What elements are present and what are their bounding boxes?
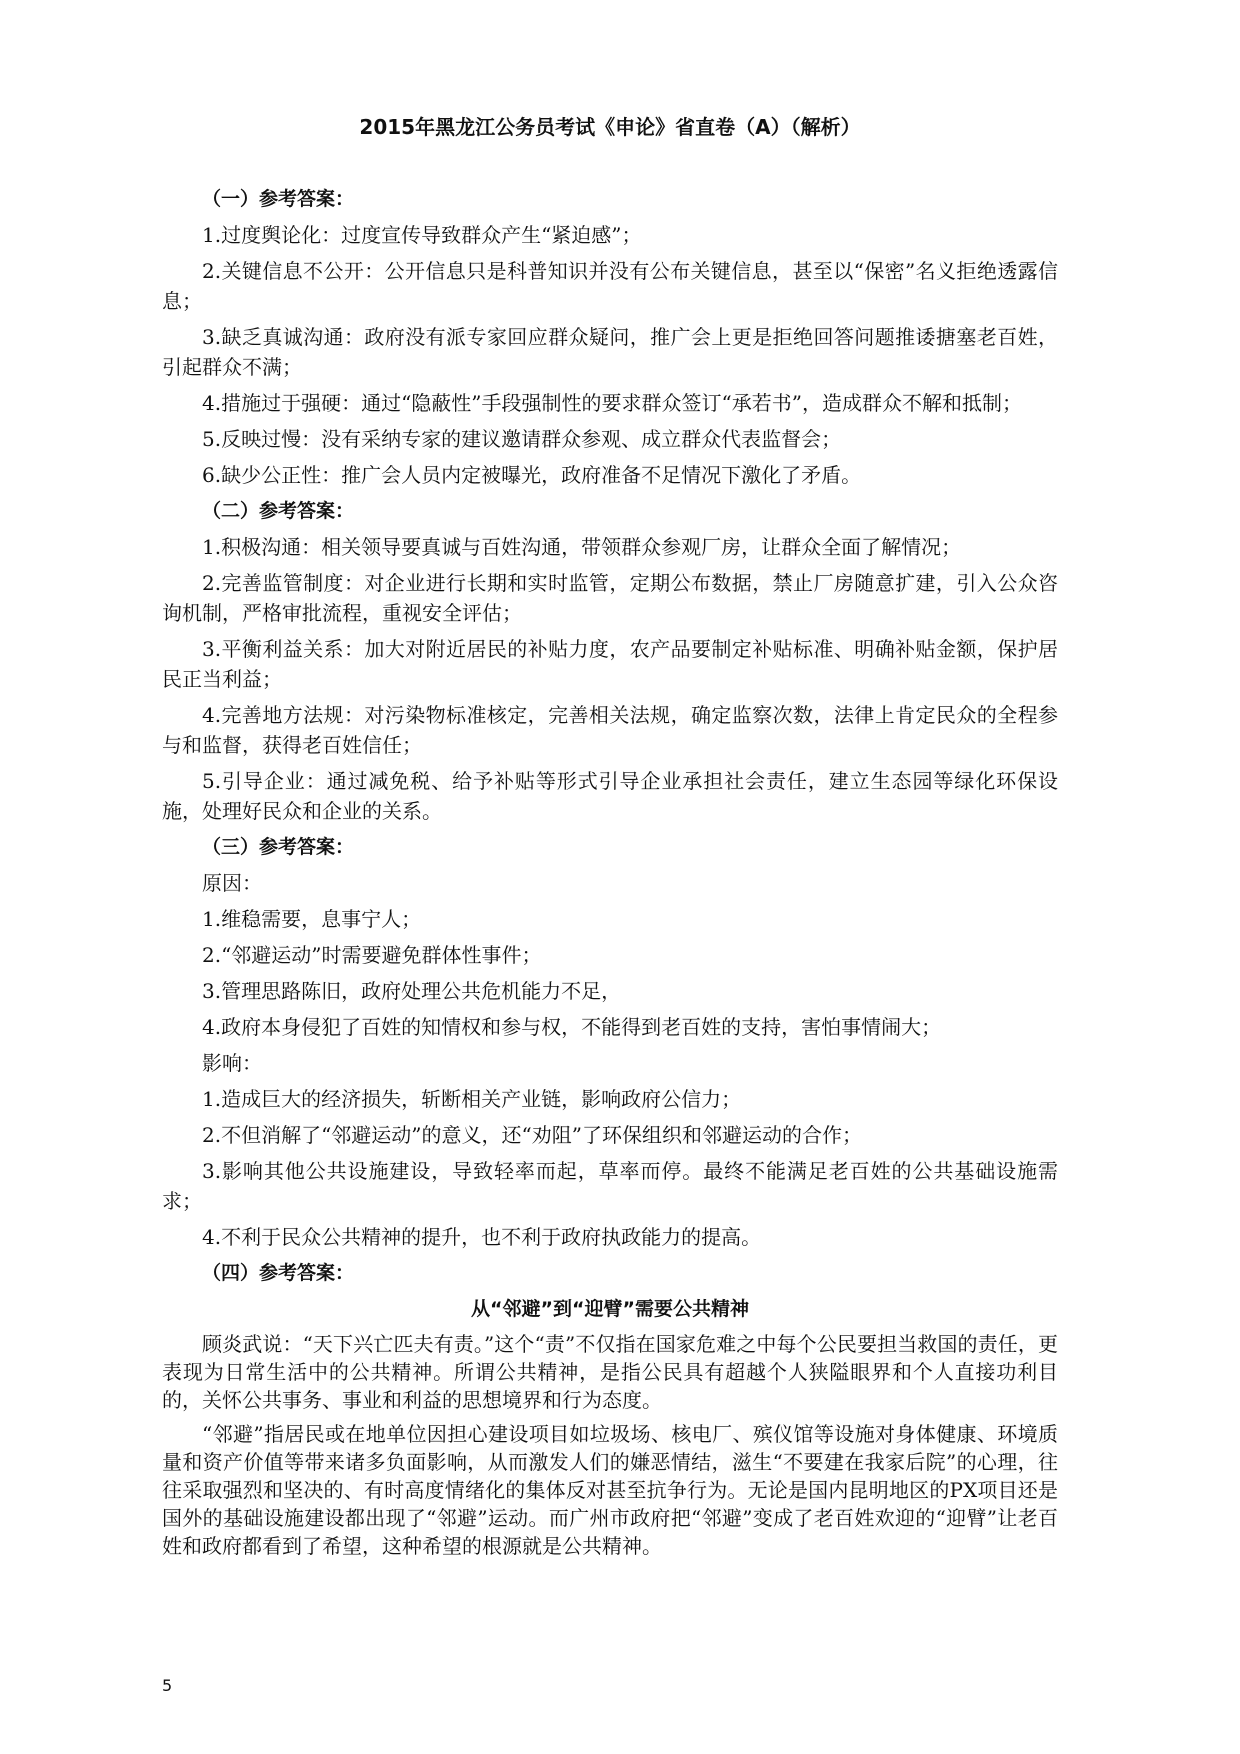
cause-item: 1.维稳需要，息事宁人；: [202, 907, 422, 931]
answer-item: 2.完善监管制度：对企业进行长期和实时监管，定期公布数据，禁止厂房随意扩建，引入公众咨询机制，严格审批流程，重视安全评估；: [162, 571, 1058, 625]
section-3: [162, 832, 1058, 1252]
essay-paragraph: 顾炎武说：“天下兴亡匹夫有责。”这个“责”不仅指在国家危难之中每个公民要担当救国的责任，更表现为日常生活中的公共精神。所谓公共精神，是指公民具有超越个人狭隘眼界和个人直接功利目的，关怀公共事务、事业和利益的思想境界和行为态度。: [162, 1332, 1058, 1412]
page-number: 5: [162, 1676, 173, 1695]
answer-item: 5.反映过慢：没有采纳专家的建议邀请群众参观、成立群众代表监督会；: [202, 427, 842, 451]
answer-item: 3.平衡利益关系：加大对附近居民的补贴力度，农产品要制定补贴标准、明确补贴金额，保护居民正当利益；: [162, 637, 1058, 691]
section-4: [162, 1258, 1058, 1560]
section-1: [162, 184, 1058, 490]
impact-item: 2.不但消解了“邻避运动”的意义，还“劝阻”了环保组织和邻避运动的合作；: [202, 1123, 862, 1147]
section-2: [162, 496, 1058, 826]
answer-item: 4.措施过于强硬：通过“隐蔽性”手段强制性的要求群众签订“承若书”，造成群众不解和抵制；: [202, 391, 1022, 415]
answer-item: 6.缺少公正性：推广会人员内定被曝光，政府准备不足情况下激化了矛盾。: [202, 463, 862, 487]
answer-item: 3.缺乏真诚沟通：政府没有派专家回应群众疑问，推广会上更是拒绝回答问题推诿搪塞老百姓，引起群众不满；: [162, 325, 1058, 379]
impact-item: 1.造成巨大的经济损失，斩断相关产业链，影响政府公信力；: [202, 1087, 742, 1111]
essay-paragraph: “邻避”指居民或在地单位因担心建设项目如垃圾场、核电厂、殡仪馆等设施对身体健康、环境质量和资产价值等带来诸多负面影响，从而激发人们的嫌恶情结，滋生“不要建在我家后院”的心理，往往采取强烈和坚决的、有时高度情绪化的集体反对甚至抗争行为。无论是国内昆明地区的PX项目还是国外的基础设施建设都出现了“邻避”运动。而广州市政府把“邻避”变成了老百姓欢迎的“迎臂”让老百姓和政府都看到了希望，这种希望的根源就是公共精神。: [162, 1422, 1058, 1558]
section-3-heading: （三）参考答案：: [202, 836, 355, 858]
cause-label: 原因：: [202, 871, 262, 895]
document-page: [162, 112, 1058, 1566]
section-2-heading: （二）参考答案：: [202, 500, 355, 522]
cause-item: 4.政府本身侵犯了百姓的知情权和参与权，不能得到老百姓的支持，害怕事情闹大；: [202, 1015, 942, 1039]
section-1-heading: （一）参考答案：: [202, 188, 355, 210]
impact-item: 3.影响其他公共设施建设，导致轻率而起，草率而停。最终不能满足老百姓的公共基础设施需求；: [162, 1159, 1058, 1213]
answer-item: 1.积极沟通：相关领导要真诚与百姓沟通，带领群众参观厂房，让群众全面了解情况；: [202, 535, 962, 559]
answer-item: 1.过度舆论化：过度宣传导致群众产生“紧迫感”；: [202, 223, 642, 247]
impact-item: 4.不利于民众公共精神的提升，也不利于政府执政能力的提高。: [202, 1225, 762, 1249]
section-4-heading: （四）参考答案：: [202, 1262, 355, 1284]
answer-item: 2.关键信息不公开：公开信息只是科普知识并没有公布关键信息，甚至以“保密”名义拒绝透露信息；: [162, 259, 1058, 313]
impact-label: 影响：: [202, 1051, 262, 1075]
cause-item: 3.管理思路陈旧，政府处理公共危机能力不足，: [202, 979, 622, 1003]
document-title: 2015年黑龙江公务员考试《申论》省直卷（A）（解析）: [359, 115, 861, 139]
cause-item: 2.“邻避运动”时需要避免群体性事件；: [202, 943, 542, 967]
essay-title: 从“邻避”到“迎臂”需要公共精神: [471, 1298, 749, 1320]
answer-item: 5.引导企业：通过减免税、给予补贴等形式引导企业承担社会责任，建立生态园等绿化环保设施，处理好民众和企业的关系。: [162, 769, 1058, 823]
answer-item: 4.完善地方法规：对污染物标准核定，完善相关法规，确定监察次数，法律上肯定民众的全程参与和监督，获得老百姓信任；: [162, 703, 1058, 757]
